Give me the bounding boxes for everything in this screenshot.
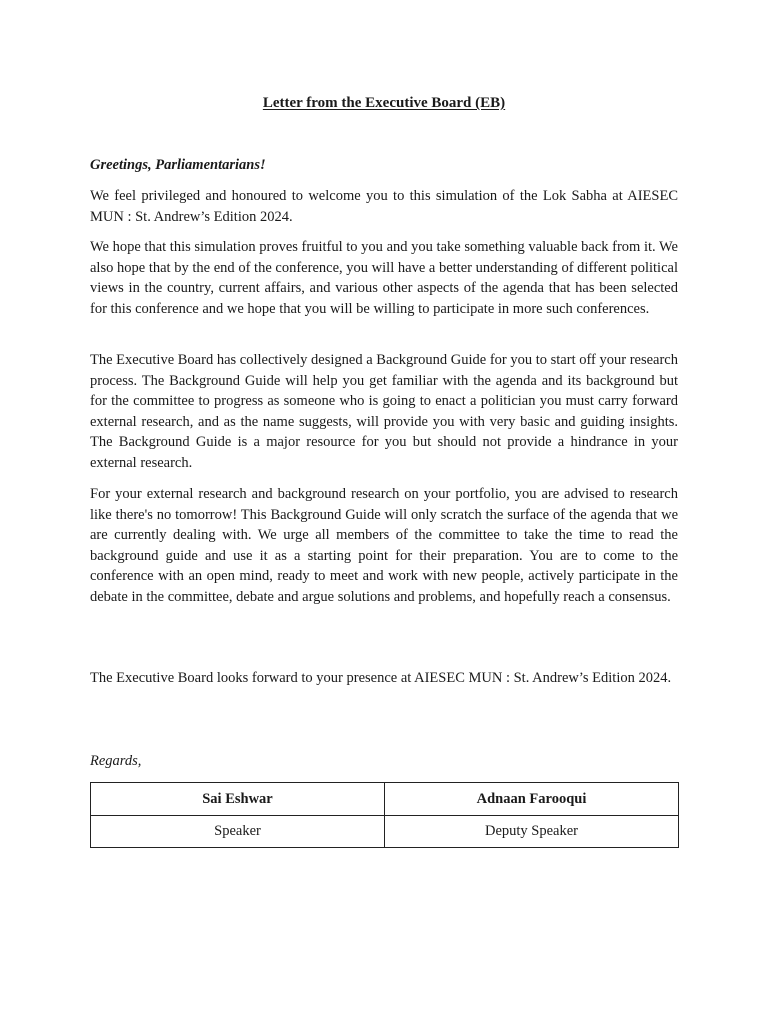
greeting: Greetings, Parliamentarians!	[90, 157, 266, 173]
paragraph-background-guide: The Executive Board has collectively designed a Background Guide for you to start off your research process. The Background Guide will help you get familiar with the agenda and its background but for the committee to progress as someone who is going to enact a politician you must carry forward external research, and as the name suggests, will provide you with very basic and guiding insights. The Background Guide is a major resource for you but should not provide a hindrance in your external research.	[90, 352, 678, 471]
paragraph-welcome: We feel privileged and honoured to welcome you to this simulation of the Lok Sabha at AIESEC MUN : St. Andrew’s Edition 2024.	[90, 188, 678, 225]
signatory-role: Deputy Speaker	[385, 816, 679, 848]
signatory-table	[90, 782, 679, 848]
signatory-role: Speaker	[91, 816, 385, 848]
letter-title: Letter from the Executive Board (EB)	[262, 95, 506, 111]
regards: Regards,	[90, 753, 142, 769]
signatory-names-row	[91, 783, 679, 816]
paragraph-hope: We hope that this simulation proves fruitful to you and you take something valuable back from it. We also hope that by the end of the conference, you will have a better understanding of different political views in the country, current affairs, and various other aspects of the agenda that has been selected for this conference and we hope that you will be willing to participate in more such conferences.	[90, 239, 678, 317]
paragraph-closing: The Executive Board looks forward to your presence at AIESEC MUN : St. Andrew’s Edition 2024.	[90, 670, 672, 686]
signatory-roles-row	[91, 816, 679, 848]
signatory-name: Adnaan Farooqui	[385, 783, 679, 816]
signatory-name: Sai Eshwar	[91, 783, 385, 816]
paragraph-research: For your external research and background research on your portfolio, you are advised to research like there's no tomorrow! This Background Guide will only scratch the surface of the agenda that we are currently dealing with. We urge all members of the committee to take the time to read the background guide and use it as a starting point for their preparation. You are to come to the conference with an open mind, ready to meet and work with new people, actively participate in the debate in the committee, debate and argue solutions and problems, and hopefully reach a consensus.	[90, 486, 678, 605]
